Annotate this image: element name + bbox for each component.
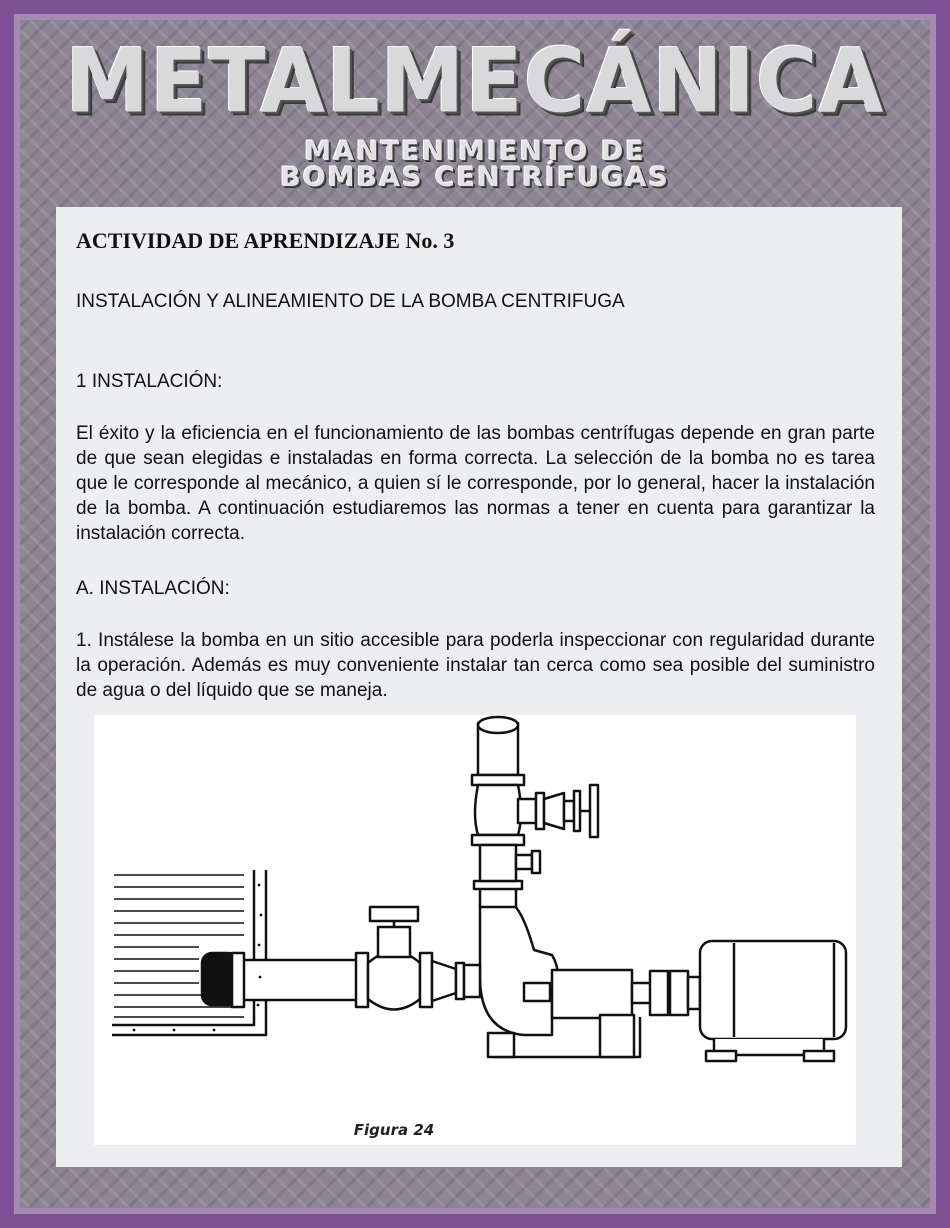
section-title-a-installation: A. INSTALACIÓN:	[76, 578, 230, 599]
banner-subtitle-line2: BOMBAS CENTRÍFUGAS	[280, 162, 670, 193]
motor	[700, 941, 846, 1039]
figure-caption: Figura 24	[353, 1121, 435, 1139]
activity-heading: ACTIVIDAD DE APRENDIZAJE No. 3	[76, 228, 455, 253]
list-item-1: 1. Instálese la bomba en un sitio accesible para poderla inspeccionar con regularidad durante la operación. Además es muy conveniente instalar tan cerca como sea posible del suministro de agua o del líquido que se maneja.	[76, 630, 875, 701]
suction-valve	[368, 952, 420, 1010]
figure-pump-installation	[94, 715, 856, 1145]
pump-diagram	[94, 715, 856, 1115]
pump-casing	[480, 905, 558, 1035]
banner-title: METALMECÁNICA	[65, 29, 885, 133]
coupling	[650, 971, 668, 1015]
bearing-housing	[552, 970, 632, 1018]
section-paragraph-installation: El éxito y la eficiencia en el funcionamiento de las bombas centrífugas depende en gran parte de que sean elegidas e instaladas en forma correcta. La selección de la bomba no es tarea que le corresponde al mecánico, a quien sí le corresponde, por lo general, hacer la instalación de la bomba. A continuación estudiaremos las normas a tener en cuenta para garantizar la instalación correcta.	[76, 423, 875, 544]
suction-pipe	[238, 960, 358, 1000]
activity-subheading: INSTALACIÓN Y ALINEAMIENTO DE LA BOMBA CENTRIFUGA	[76, 291, 625, 312]
section-title-installation: 1 INSTALACIÓN:	[76, 371, 223, 392]
banner-subtitle-line1: MANTENIMIENTO DE	[304, 136, 646, 167]
discharge-valve	[544, 793, 564, 829]
